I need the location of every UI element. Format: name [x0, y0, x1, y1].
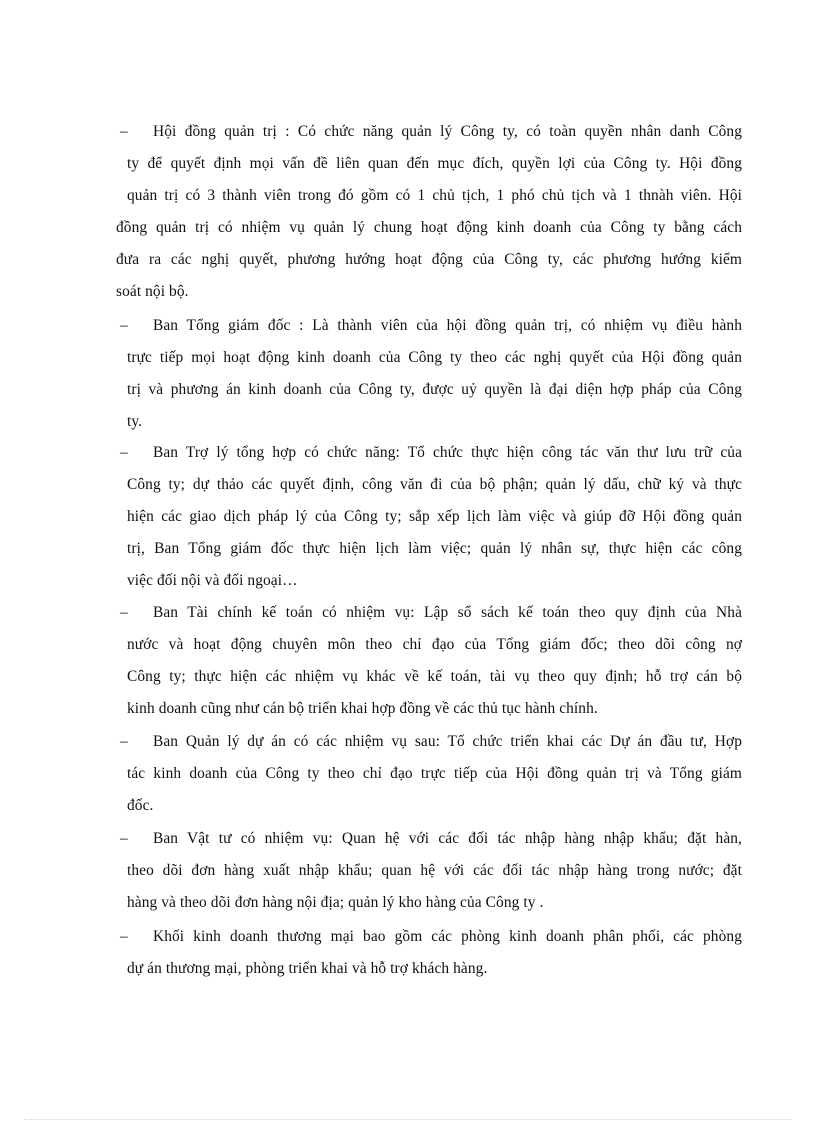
list-item	[116, 726, 742, 822]
text-line: trực tiếp mọi hoạt động kinh doanh của Công ty theo các nghị quyết của Hội đồng quản	[127, 349, 742, 366]
text-line: Công ty; thực hiện các nhiệm vụ khác về kế toán, tài vụ theo quy định; hỗ trợ cán bộ	[127, 668, 742, 685]
list-item	[116, 921, 742, 985]
bullet-dash: –	[120, 123, 128, 140]
list-item	[116, 310, 742, 438]
list-item	[116, 437, 742, 597]
text-line: đưa ra các nghị quyết, phương hướng hoạt động của Công ty, các phương hướng kiểm	[116, 251, 742, 268]
page-bottom-rule	[24, 1119, 792, 1120]
bullet-dash: –	[120, 830, 128, 847]
text-line: Hội đồng quản trị : Có chức năng quản lý Công ty, có toàn quyền nhân danh Công	[153, 123, 742, 140]
text-line: Ban Quản lý dự án có các nhiệm vụ sau: Tổ chức triển khai các Dự án đầu tư, Hợp	[153, 733, 742, 750]
text-line: Ban Tài chính kế toán có nhiệm vụ: Lập sổ sách kế toán theo quy định của Nhà	[153, 604, 742, 621]
text-line: theo dõi đơn hàng xuất nhập khẩu; quan hệ với các đối tác nhập hàng trong nước; đặt	[127, 862, 742, 879]
text-line: trị, Ban Tổng giám đốc thực hiện lịch làm việc; quản lý nhân sự, thực hiện các công	[127, 540, 742, 557]
text-line: đốc.	[127, 797, 154, 814]
text-line: trị và phương án kinh doanh của Công ty, được uỷ quyền là đại diện hợp pháp của Công	[127, 381, 742, 398]
text-line: Khối kinh doanh thương mại bao gồm các phòng kinh doanh phân phối, các phòng	[153, 928, 742, 945]
bullet-dash: –	[120, 444, 128, 461]
bullet-dash: –	[120, 928, 128, 945]
text-line: Ban Trợ lý tổng hợp có chức năng: Tổ chức thực hiện công tác văn thư lưu trữ của	[153, 444, 742, 461]
text-line: Công ty; dự thảo các quyết định, công văn đi của bộ phận; quản lý dấu, chữ ký và thực	[127, 476, 742, 493]
list-item	[116, 823, 742, 919]
text-line: nước và hoạt động chuyên môn theo chỉ đạo của Tổng giám đốc; theo dõi công nợ	[127, 636, 742, 653]
bullet-dash: –	[120, 733, 128, 750]
text-line: đồng quản trị có nhiệm vụ quản lý chung hoạt động kinh doanh của Công ty bằng cách	[116, 219, 742, 236]
text-line: Ban Tổng giám đốc : Là thành viên của hội đồng quản trị, có nhiệm vụ điều hành	[153, 317, 742, 334]
text-line: dự án thương mại, phòng triển khai và hỗ trợ khách hàng.	[127, 960, 488, 977]
text-line: việc đối nội và đối ngoại…	[127, 572, 298, 589]
text-line: quản trị có 3 thành viên trong đó gồm có 1 chủ tịch, 1 phó chủ tịch và 1 thnàh viên. Hội	[127, 187, 742, 204]
text-line: Ban Vật tư có nhiệm vụ: Quan hệ với các đối tác nhập hàng nhập khẩu; đặt hàn,	[153, 830, 742, 847]
text-line: hàng và theo dõi đơn hàng nội địa; quản lý kho hàng của Công ty .	[127, 894, 544, 911]
text-line: soát nội bộ.	[116, 283, 189, 300]
list-item	[116, 116, 742, 308]
list-item	[116, 597, 742, 725]
text-line: ty để quyết định mọi vấn đề liên quan đến mục đích, quyền lợi của Công ty. Hội đồng	[127, 155, 742, 172]
text-line: hiện các giao dịch pháp lý của Công ty; sắp xếp lịch làm việc và giúp đỡ Hội đồng quản	[127, 508, 742, 525]
bullet-dash: –	[120, 317, 128, 334]
text-line: kinh doanh cũng như cán bộ triển khai hợp đồng về các thủ tục hành chính.	[127, 700, 598, 717]
bullet-dash: –	[120, 604, 128, 621]
text-line: tác kinh doanh của Công ty theo chỉ đạo trực tiếp của Hội đồng quản trị và Tổng giám	[127, 765, 742, 782]
text-line: ty.	[127, 413, 143, 430]
